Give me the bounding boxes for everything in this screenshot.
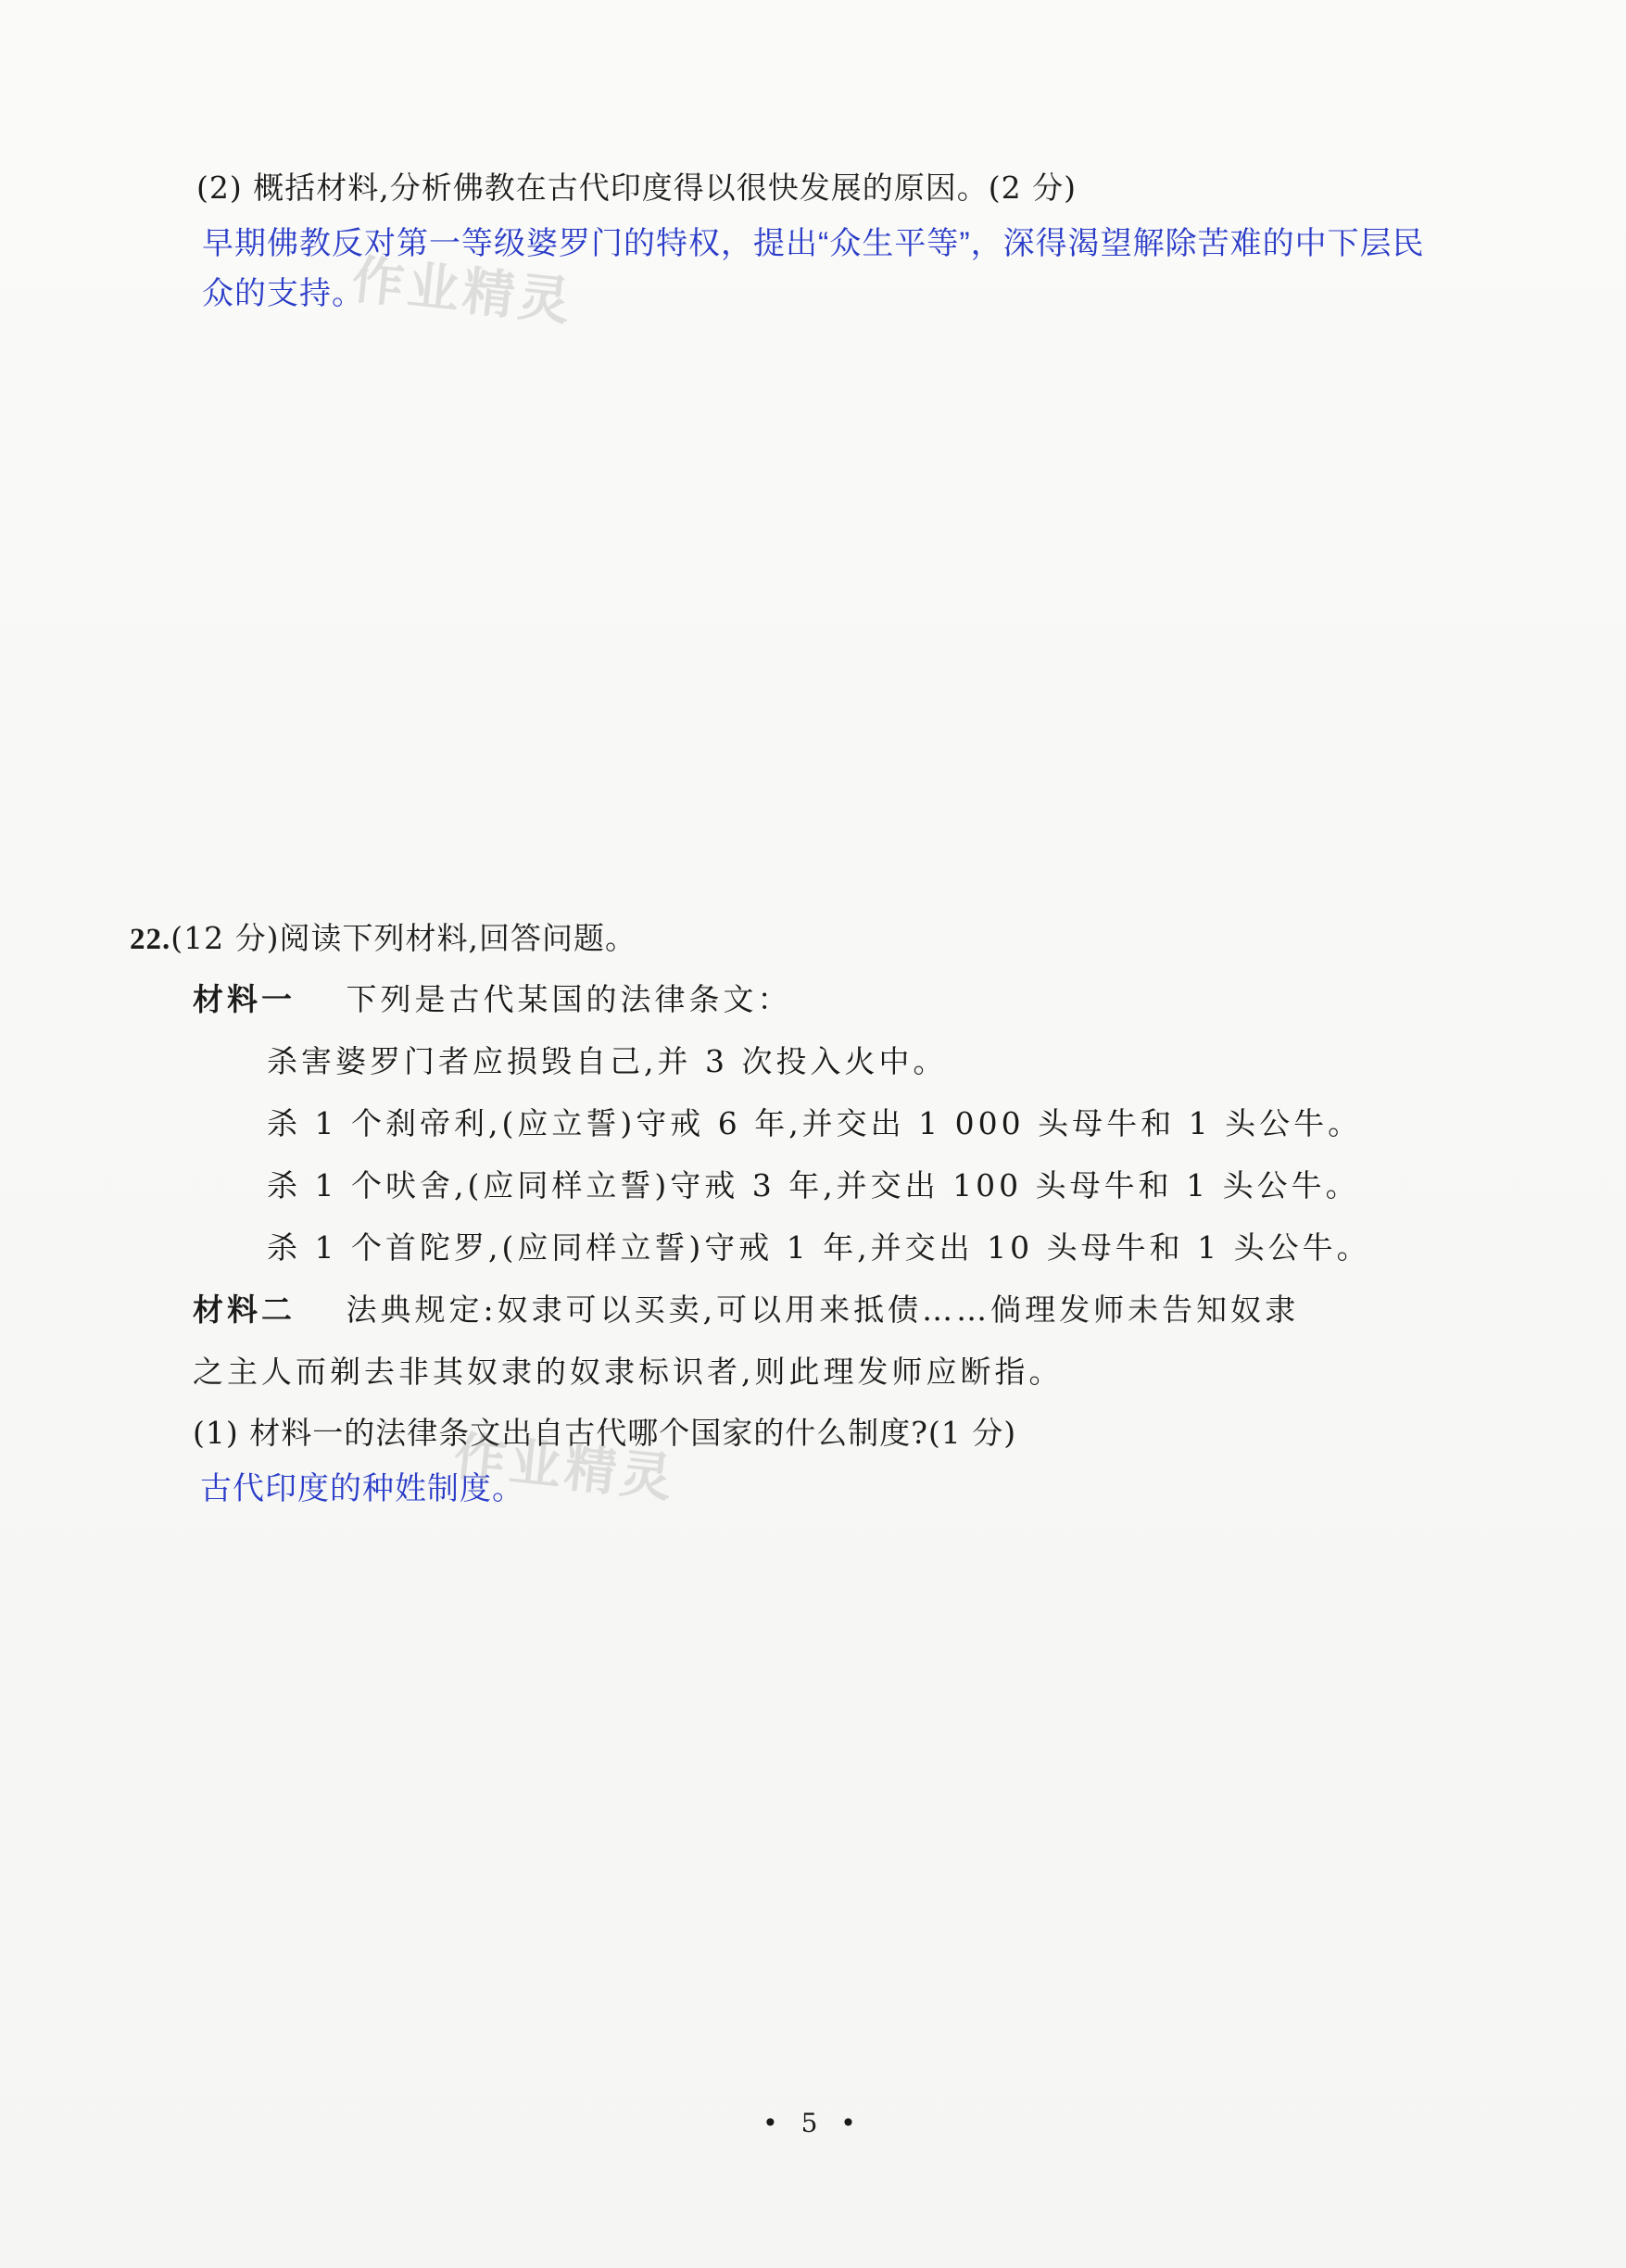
material1-label: 材料一 [193,981,296,1017]
page-number: • 5 • [763,2108,863,2138]
q22-sub1-answer: 古代印度的种姓制度。 [200,1471,524,1506]
material1-heading [193,981,792,1018]
q21-sub2-question: (2) 概括材料,分析佛教在古代印度得以很快发展的原因。(2 分) [196,170,1077,206]
q21-sub2-answer-line2: 众的支持。 [202,276,364,311]
watermark: 作业精灵 [348,249,577,334]
q21-sub2-answer-line1: 早期佛教反对第一等级婆罗门的特权，提出“众生平等”，深得渴望解除苦难的中下层民 [202,226,1425,261]
material2-line2: 之主人而剃去非其奴隶的奴隶标识者,则此理发师应断指。 [193,1354,1064,1390]
material2-heading [193,1292,1299,1329]
q22-intro: (12 分)阅读下列材料,回答问题。 [170,920,637,956]
q22-number: 22. [130,923,171,956]
watermark-2: 作业精灵 [450,1426,679,1510]
material1-line-3: 杀 1 个吠舍,(应同样立誓)守戒 3 年,并交出 100 头母牛和 1 头公牛。 [267,1167,1360,1203]
material1-intro: 下列是古代某国的法律条文： [346,981,792,1017]
q22-sub1-question: (1) 材料一的法律条文出自古代哪个国家的什么制度?(1 分) [193,1415,1017,1451]
material2-label: 材料二 [193,1292,296,1328]
q22-header [130,920,637,958]
material1-line-1: 杀害婆罗门者应损毁自己,并 3 次投入火中。 [267,1043,948,1079]
material2-line1: 法典规定:奴隶可以买卖,可以用来抵债……倘理发师未告知奴隶 [346,1292,1300,1328]
material1-line-4: 杀 1 个首陀罗,(应同样立誓)守戒 1 年,并交出 10 头母牛和 1 头公牛。 [267,1229,1371,1266]
material1-line-2: 杀 1 个刹帝利,(应立誓)守戒 6 年,并交出 1 000 头母牛和 1 头公牛。 [267,1105,1363,1141]
